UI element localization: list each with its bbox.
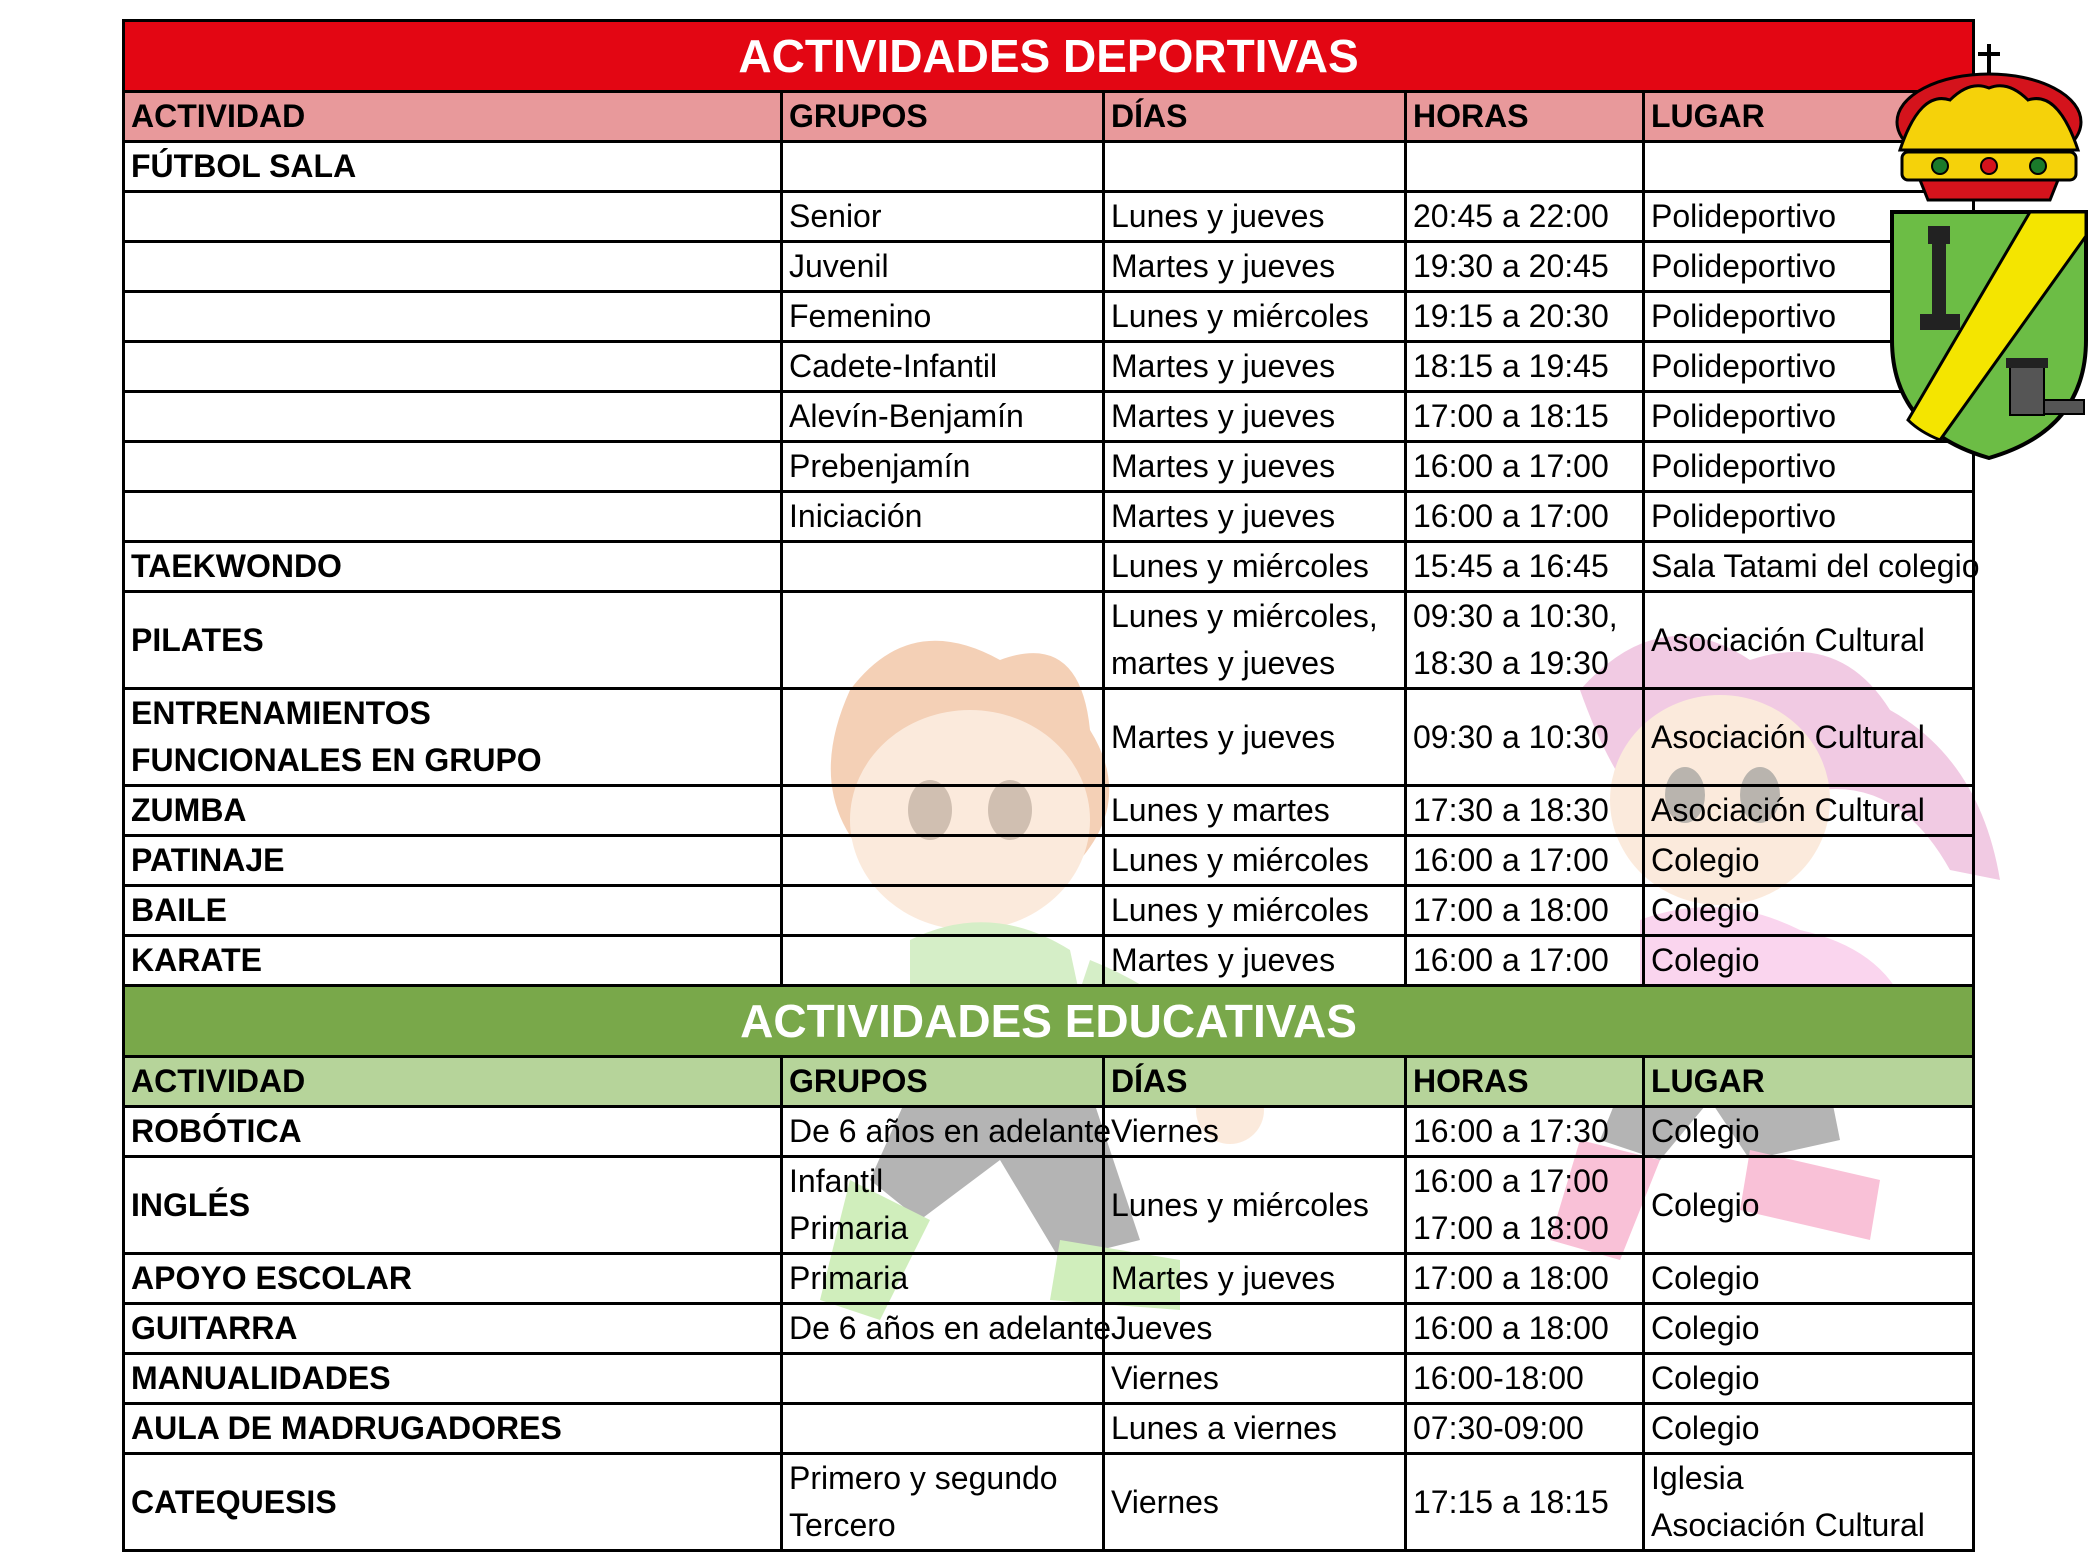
dias-cell: Martes y jueves: [1104, 392, 1406, 442]
crown-icon: [1897, 44, 2081, 200]
actividad-cell: PATINAJE: [124, 836, 782, 886]
grupos-line: Primaria: [789, 1210, 909, 1246]
horas-cell: 16:00 a 17:00: [1406, 442, 1644, 492]
grupos-cell: [782, 1157, 1104, 1254]
shield-icon: [1892, 212, 2086, 458]
dias-cell: Jueves: [1104, 1304, 1406, 1354]
lugar-cell: Polideportivo: [1644, 292, 1974, 342]
grupos-cell: Alevín-Benjamín: [782, 392, 1104, 442]
horas-cell: 20:45 a 22:00: [1406, 192, 1644, 242]
actividad-cell: CATEQUESIS: [124, 1454, 782, 1551]
dias-cell: Viernes: [1104, 1454, 1406, 1551]
lugar-cell: Asociación Cultural: [1644, 592, 1974, 689]
header-dias: DÍAS: [1104, 1057, 1406, 1107]
grupos-cell: [782, 886, 1104, 936]
grupos-cell: [782, 1454, 1104, 1551]
dias-cell: Viernes: [1104, 1354, 1406, 1404]
actividad-cell: [124, 442, 782, 492]
lugar-cell: Polideportivo: [1644, 242, 1974, 292]
actividad-cell: AULA DE MADRUGADORES: [124, 1404, 782, 1454]
lugar-cell: Colegio: [1644, 836, 1974, 886]
dias-cell: Lunes y miércoles: [1104, 886, 1406, 936]
actividad-cell: ZUMBA: [124, 786, 782, 836]
horas-cell: [1406, 1157, 1644, 1254]
table-row: [124, 1304, 1974, 1354]
actividad-cell: [124, 292, 782, 342]
actividad-cell: TAEKWONDO: [124, 542, 782, 592]
header-actividad: ACTIVIDAD: [124, 92, 782, 142]
table-row: [124, 689, 1974, 786]
horas-cell: 17:15 a 18:15: [1406, 1454, 1644, 1551]
actividad-cell: [124, 242, 782, 292]
grupos-cell: Prebenjamín: [782, 442, 1104, 492]
dias-cell: [1104, 592, 1406, 689]
lugar-cell: [1644, 1454, 1974, 1551]
activities-sheet: [122, 19, 1980, 1552]
table-row: [124, 342, 1974, 392]
header-grupos: GRUPOS: [782, 92, 1104, 142]
dias-cell: Martes y jueves: [1104, 689, 1406, 786]
grupos-cell: Femenino: [782, 292, 1104, 342]
table-row: [124, 1454, 1974, 1551]
actividad-cell: [124, 689, 782, 786]
grupos-cell: De 6 años en adelante: [782, 1107, 1104, 1157]
educativas-header-row: [124, 1057, 1974, 1107]
horas-cell: 17:00 a 18:15: [1406, 392, 1644, 442]
grupos-cell: Iniciación: [782, 492, 1104, 542]
lugar-line: Iglesia: [1651, 1460, 1744, 1496]
dias-cell: [1104, 142, 1406, 192]
horas-cell: 17:00 a 18:00: [1406, 1254, 1644, 1304]
grupos-cell: Cadete-Infantil: [782, 342, 1104, 392]
table-row: [124, 1107, 1974, 1157]
horas-line: 18:30 a 19:30: [1413, 645, 1609, 681]
header-horas: HORAS: [1406, 92, 1644, 142]
grupos-cell: De 6 años en adelante: [782, 1304, 1104, 1354]
header-lugar: LUGAR: [1644, 92, 1974, 142]
table-row: [124, 442, 1974, 492]
horas-line: 16:00 a 17:00: [1413, 1163, 1609, 1199]
grupos-cell: [782, 786, 1104, 836]
horas-cell: 18:15 a 19:45: [1406, 342, 1644, 392]
lugar-cell: Colegio: [1644, 936, 1974, 986]
educativas-title: ACTIVIDADES EDUCATIVAS: [124, 986, 1974, 1057]
horas-cell: 16:00 a 17:00: [1406, 936, 1644, 986]
dias-cell: Lunes y miércoles: [1104, 542, 1406, 592]
lugar-cell: Colegio: [1644, 1254, 1974, 1304]
dias-cell: Lunes y miércoles: [1104, 292, 1406, 342]
horas-cell: 17:30 a 18:30: [1406, 786, 1644, 836]
dias-cell: Lunes y jueves: [1104, 192, 1406, 242]
header-actividad: ACTIVIDAD: [124, 1057, 782, 1107]
header-lugar: LUGAR: [1644, 1057, 1974, 1107]
horas-line: 09:30 a 10:30,: [1413, 598, 1618, 634]
lugar-cell: Asociación Cultural: [1644, 786, 1974, 836]
actividad-cell: [124, 492, 782, 542]
horas-cell: 17:00 a 18:00: [1406, 886, 1644, 936]
table-row: [124, 1354, 1974, 1404]
grupos-cell: [782, 1354, 1104, 1404]
table-row: [124, 1157, 1974, 1254]
horas-cell: [1406, 142, 1644, 192]
lugar-cell: Polideportivo: [1644, 192, 1974, 242]
grupos-cell: [782, 1404, 1104, 1454]
dias-cell: Lunes a viernes: [1104, 1404, 1406, 1454]
deportivas-table: [122, 19, 1980, 1552]
dias-cell: Martes y jueves: [1104, 936, 1406, 986]
dias-cell: Martes y jueves: [1104, 342, 1406, 392]
actividad-cell: FÚTBOL SALA: [124, 142, 782, 192]
horas-cell: 16:00 a 17:00: [1406, 492, 1644, 542]
actividad-cell: PILATES: [124, 592, 782, 689]
header-dias: DÍAS: [1104, 92, 1406, 142]
horas-cell: 15:45 a 16:45: [1406, 542, 1644, 592]
header-grupos: GRUPOS: [782, 1057, 1104, 1107]
lugar-cell: Colegio: [1644, 1107, 1974, 1157]
dias-cell: Lunes y miércoles: [1104, 836, 1406, 886]
actividad-cell: APOYO ESCOLAR: [124, 1254, 782, 1304]
grupos-cell: [782, 689, 1104, 786]
actividad-cell: INGLÉS: [124, 1157, 782, 1254]
grupos-line: Tercero: [789, 1507, 896, 1543]
actividad-cell: GUITARRA: [124, 1304, 782, 1354]
grupos-cell: [782, 592, 1104, 689]
lugar-cell: Colegio: [1644, 1404, 1974, 1454]
table-row: [124, 936, 1974, 986]
table-row: [124, 1404, 1974, 1454]
lugar-cell: Polideportivo: [1644, 392, 1974, 442]
municipal-coat-of-arms-icon: [1880, 40, 2098, 460]
grupos-cell: [782, 836, 1104, 886]
table-row: [124, 886, 1974, 936]
actividad-cell: KARATE: [124, 936, 782, 986]
lugar-cell: Colegio: [1644, 1354, 1974, 1404]
actividad-cell: [124, 192, 782, 242]
grupos-cell: Primaria: [782, 1254, 1104, 1304]
dias-cell: Martes y jueves: [1104, 1254, 1406, 1304]
actividad-cell: [124, 342, 782, 392]
horas-cell: [1406, 592, 1644, 689]
dias-line: Lunes y miércoles,: [1111, 598, 1378, 634]
dias-cell: Viernes: [1104, 1107, 1406, 1157]
lugar-cell: Colegio: [1644, 1157, 1974, 1254]
actividad-cell: BAILE: [124, 886, 782, 936]
actividad-cell: [124, 392, 782, 442]
dias-cell: Martes y jueves: [1104, 442, 1406, 492]
deportivas-title-row: [124, 21, 1974, 92]
table-row: [124, 392, 1974, 442]
actividad-cell: ROBÓTICA: [124, 1107, 782, 1157]
horas-cell: 09:30 a 10:30: [1406, 689, 1644, 786]
grupos-line: Primero y segundo: [789, 1460, 1058, 1496]
table-row: [124, 192, 1974, 242]
grupos-cell: [782, 142, 1104, 192]
deportivas-header-row: [124, 92, 1974, 142]
grupos-cell: Senior: [782, 192, 1104, 242]
table-row: [124, 592, 1974, 689]
horas-cell: 19:15 a 20:30: [1406, 292, 1644, 342]
table-row: [124, 292, 1974, 342]
table-row: [124, 492, 1974, 542]
horas-cell: 07:30-09:00: [1406, 1404, 1644, 1454]
lugar-line: Asociación Cultural: [1651, 1507, 1925, 1543]
horas-cell: 16:00 a 18:00: [1406, 1304, 1644, 1354]
educativas-title-row: [124, 986, 1974, 1057]
table-row: [124, 1254, 1974, 1304]
lugar-cell: Polideportivo: [1644, 342, 1974, 392]
dias-cell: Martes y jueves: [1104, 492, 1406, 542]
table-row: [124, 836, 1974, 886]
lugar-cell: Asociación Cultural: [1644, 689, 1974, 786]
horas-cell: 16:00-18:00: [1406, 1354, 1644, 1404]
grupos-cell: [782, 542, 1104, 592]
table-row: [124, 542, 1974, 592]
dias-cell: Martes y jueves: [1104, 242, 1406, 292]
horas-cell: 16:00 a 17:00: [1406, 836, 1644, 886]
lugar-cell: Sala Tatami del colegio: [1644, 542, 1974, 592]
horas-line: 17:00 a 18:00: [1413, 1210, 1609, 1246]
lugar-cell: Polideportivo: [1644, 492, 1974, 542]
table-row: [124, 786, 1974, 836]
dias-line: martes y jueves: [1111, 645, 1336, 681]
header-horas: HORAS: [1406, 1057, 1644, 1107]
actividad-line: ENTRENAMIENTOS: [131, 695, 431, 731]
actividad-cell: MANUALIDADES: [124, 1354, 782, 1404]
horas-cell: 16:00 a 17:30: [1406, 1107, 1644, 1157]
lugar-cell: Colegio: [1644, 1304, 1974, 1354]
lugar-cell: Colegio: [1644, 886, 1974, 936]
dias-cell: Lunes y martes: [1104, 786, 1406, 836]
table-row: [124, 142, 1974, 192]
lugar-cell: Polideportivo: [1644, 442, 1974, 492]
grupos-cell: [782, 936, 1104, 986]
dias-cell: Lunes y miércoles: [1104, 1157, 1406, 1254]
table-row: [124, 242, 1974, 292]
actividad-line: FUNCIONALES EN GRUPO: [131, 742, 542, 778]
deportivas-title: ACTIVIDADES DEPORTIVAS: [124, 21, 1974, 92]
grupos-cell: Juvenil: [782, 242, 1104, 292]
horas-cell: 19:30 a 20:45: [1406, 242, 1644, 292]
grupos-line: Infantil: [789, 1163, 884, 1199]
